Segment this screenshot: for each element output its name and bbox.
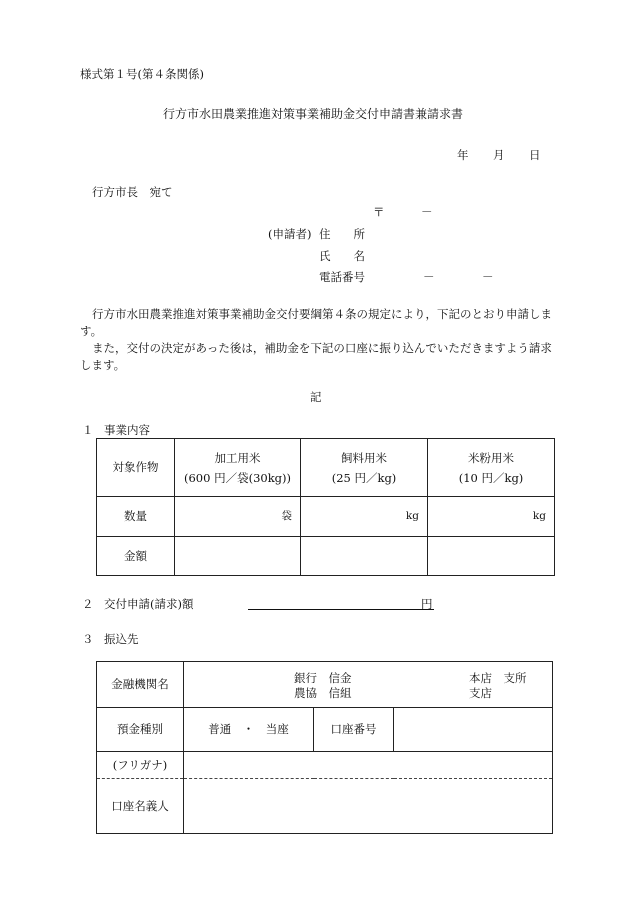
- section2-label: 交付申請(請求)額: [104, 597, 194, 611]
- ki-heading: 記: [310, 390, 322, 404]
- name-label: 氏 名: [319, 249, 365, 263]
- amount-row: [97, 537, 555, 576]
- crop-name: 加工用米: [214, 450, 261, 465]
- quantity-input-feed-rice[interactable]: kg: [301, 497, 428, 537]
- yen-unit: 円: [421, 597, 433, 611]
- shinkin-option[interactable]: 信金: [328, 671, 352, 685]
- branch-office-option[interactable]: 支所: [503, 671, 527, 685]
- crop-col-rice-flour: [428, 439, 555, 497]
- financial-institution-label: 金融機関名: [97, 662, 184, 708]
- date-day-label: 日: [529, 148, 541, 162]
- quantity-row-header: 数量: [97, 497, 175, 537]
- amount-input-processing-rice[interactable]: [175, 537, 301, 576]
- furigana-label: (フリガナ): [97, 752, 184, 779]
- document-title: 行方市水田農業推進対策事業補助金交付申請書兼請求書: [163, 107, 464, 121]
- shinkumi-option[interactable]: 信組: [328, 686, 352, 700]
- quantity-input-rice-flour[interactable]: kg: [428, 497, 555, 537]
- crop-row-header: 対象作物: [97, 439, 175, 497]
- crop-col-processing-rice: [175, 439, 301, 497]
- quantity-input-processing-rice[interactable]: 袋: [175, 497, 301, 537]
- date-month-label: 月: [493, 148, 505, 162]
- applicant-label: (申請者): [268, 227, 312, 241]
- crop-rate: (10 円／kg): [458, 470, 524, 485]
- postal-dash: －: [421, 205, 433, 219]
- crop-name: 米粉用米: [468, 450, 514, 465]
- financial-institution-field[interactable]: [184, 662, 553, 708]
- form-number: 様式第１号(第４条関係): [80, 67, 204, 81]
- institution-type-group-2: [469, 671, 527, 701]
- amount-row-header: 金額: [97, 537, 175, 576]
- account-number-label: 口座番号: [314, 708, 394, 752]
- crop-rate: (600 円／袋(30kg)): [183, 470, 291, 485]
- transfer-account-table: [96, 661, 553, 834]
- institution-type-group-1: [294, 671, 352, 701]
- crop-header-row: [97, 439, 555, 497]
- head-office-option[interactable]: 本店: [469, 671, 492, 685]
- deposit-row: [97, 708, 553, 752]
- deposit-type-label: 預金種別: [97, 708, 184, 752]
- section3-number: ３: [82, 632, 94, 646]
- section2-number: ２: [82, 597, 94, 611]
- financial-institution-row: [97, 662, 553, 708]
- section3-label: 振込先: [104, 632, 139, 646]
- requested-amount-field[interactable]: [248, 609, 434, 610]
- quantity-row: [97, 497, 555, 537]
- account-number-field[interactable]: [394, 708, 553, 752]
- bank-option[interactable]: 銀行: [294, 671, 317, 685]
- section1-number: １: [82, 423, 94, 437]
- paragraph-request: また，交付の決定があった後は，補助金を下記の口座に振り込んでいただきますよう請求します。: [80, 341, 552, 372]
- crop-name: 飼料用米: [341, 450, 387, 465]
- branch-option[interactable]: 支店: [469, 686, 492, 700]
- amount-input-rice-flour[interactable]: [428, 537, 555, 576]
- addressee: 行方市長 宛て: [92, 185, 173, 199]
- phone-dash-1: －: [423, 270, 435, 284]
- account-holder-row: [97, 779, 553, 834]
- paragraph-application: 行方市水田農業推進対策事業補助金交付要綱第４条の規定により，下記のとおり申請します。: [80, 307, 552, 338]
- phone-label: 電話番号: [319, 270, 365, 284]
- crop-rate: (25 円／kg): [331, 470, 397, 485]
- section1-label: 事業内容: [104, 423, 150, 437]
- amount-input-feed-rice[interactable]: [301, 537, 428, 576]
- date-year-label: 年: [457, 148, 469, 162]
- crop-col-feed-rice: [301, 439, 428, 497]
- phone-dash-2: －: [482, 270, 494, 284]
- account-holder-field[interactable]: [184, 779, 553, 834]
- address-label: 住 所: [319, 227, 365, 241]
- account-holder-label: 口座名義人: [97, 779, 184, 834]
- furigana-field[interactable]: [184, 752, 553, 779]
- deposit-type-options[interactable]: 普通 ・ 当座: [184, 708, 314, 752]
- postal-mark: 〒: [373, 205, 385, 219]
- nokyo-option[interactable]: 農協: [294, 686, 317, 700]
- furigana-row: [97, 752, 553, 779]
- business-content-table: [96, 438, 555, 576]
